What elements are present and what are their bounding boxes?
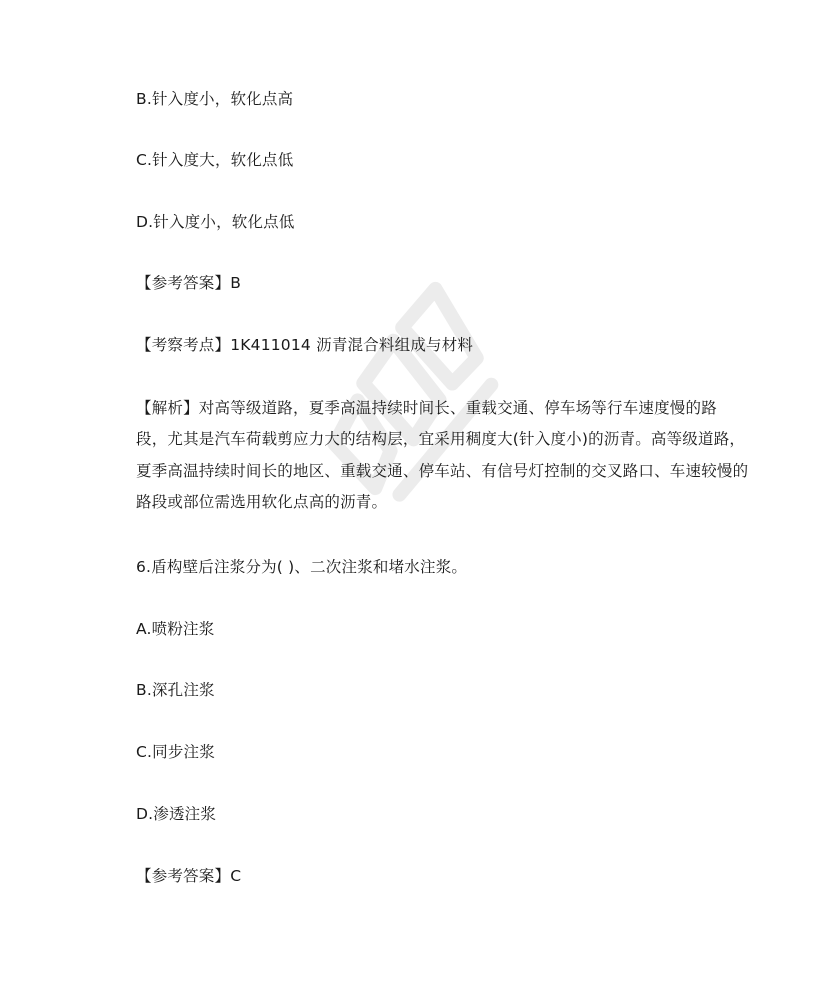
answer-question-6: 【参考答案】C — [136, 867, 242, 885]
option-b-previous: B.针入度小，软化点高 — [136, 90, 294, 108]
analysis-line-4: 路段或部位需选用软化点高的沥青。 — [136, 493, 388, 511]
option-c-previous: C.针入度大，软化点低 — [136, 151, 294, 169]
analysis-line-2: 段，尤其是汽车荷载剪应力大的结构层，宜采用稠度大(针入度小)的沥青。高等级道路， — [136, 430, 746, 448]
analysis-line-3: 夏季高温持续时间长的地区、重载交通、停车站、有信号灯控制的交叉路口、车速较慢的 — [136, 462, 749, 480]
exam-point: 【考察考点】1K411014 沥青混合料组成与材料 — [136, 336, 474, 354]
question-6-option-a: A.喷粉注浆 — [136, 620, 215, 638]
answer-previous: 【参考答案】B — [136, 274, 242, 292]
option-d-previous: D.针入度小，软化点低 — [136, 213, 295, 231]
question-6-option-c: C.同步注浆 — [136, 743, 215, 761]
watermark-logo — [248, 238, 613, 603]
question-6: 6.盾构壁后注浆分为( )、二次注浆和堵水注浆。 — [136, 558, 468, 576]
analysis-line-1: 【解析】对高等级道路，夏季高温持续时间长、重载交通、停车场等行车速度慢的路 — [136, 399, 717, 417]
question-6-option-b: B.深孔注浆 — [136, 681, 215, 699]
question-6-option-d: D.渗透注浆 — [136, 805, 217, 823]
